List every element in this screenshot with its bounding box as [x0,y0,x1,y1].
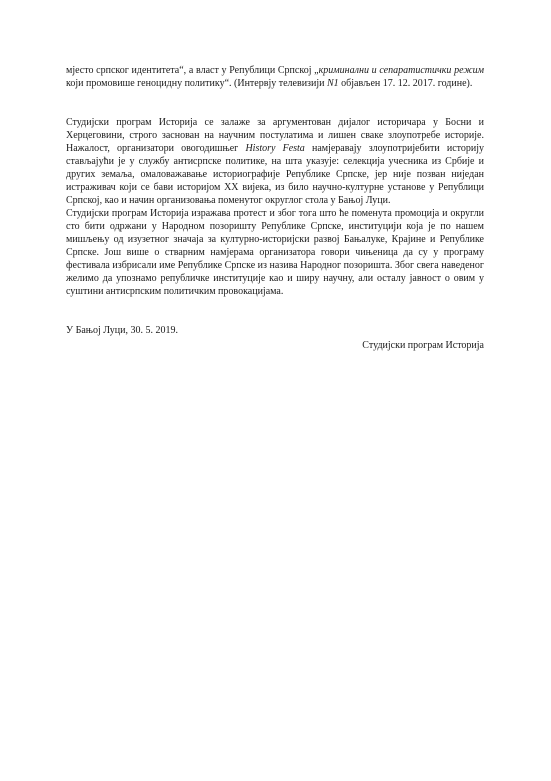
paragraph-text: Студијски програм Историја се залаже за аргументован дијалог историчара у Босни и Херцеговини, строго заснован на научним постулатима и лишен сваке злоупотребе историје. Нажалост, организатори овогодишњег [66,117,484,154]
date-line: У Бањој Луци, 30. 5. 2019. [66,325,179,336]
paragraph-spacer [66,311,484,324]
paragraph-text: намјеравају злоупотријебити историју стављајући је у службу антисрпске политике, на шта указује: селекција учесника из Србије и других земаља, омаловажавање историографије Републике Српске, јер није позван ниједан истраживач који се бави историјом XX вијека, из било научно-културне установе у Републици Српској, као и начин организовања поменутог округлог стола у Бањој Луци. [66,143,485,206]
paragraph-spacer [66,298,484,311]
italic-festival-name: History Festa [245,143,305,154]
paragraph-protest: Студијски програм Историја изражава протест и због тога што ће поменута промоција и округли сто бити одржани у Народном позоришту Републике Српске, институцији која је по нашем мишљењу од изузетног значаја за културно-историјски развој Бањалуке, Крајине и Републике Српске. Још више о стварним намјерама организатора говори чињеница да су у програму фестивала избрисали име Републике Српске из назива Народног позоришта. Због свега наведеног желимо да упознамо републичке институције као и ширу научну, али осталу јавност о овим у суштини антисрпским политичким провокацијама. [66,208,484,297]
signature: Студијски програм Историја [362,340,484,351]
italic-channel-name: N1 [326,78,339,89]
paragraph-dialogue [66,116,484,207]
paragraph-spacer [66,90,484,103]
paragraph-spacer [66,103,484,116]
paragraph-text: мјесто српског идентитета“, а власт у Републици Српској „ [66,65,319,76]
italic-quote: криминални и сепаратистички режим [318,65,485,76]
paragraph-text: објављен 17. 12. 2017. године). [338,78,473,89]
document-body [66,64,484,352]
paragraph-text: који промовише геноцидну политику“. (Интервју телевизији [66,78,327,89]
paragraph-quote-continuation [66,64,484,90]
